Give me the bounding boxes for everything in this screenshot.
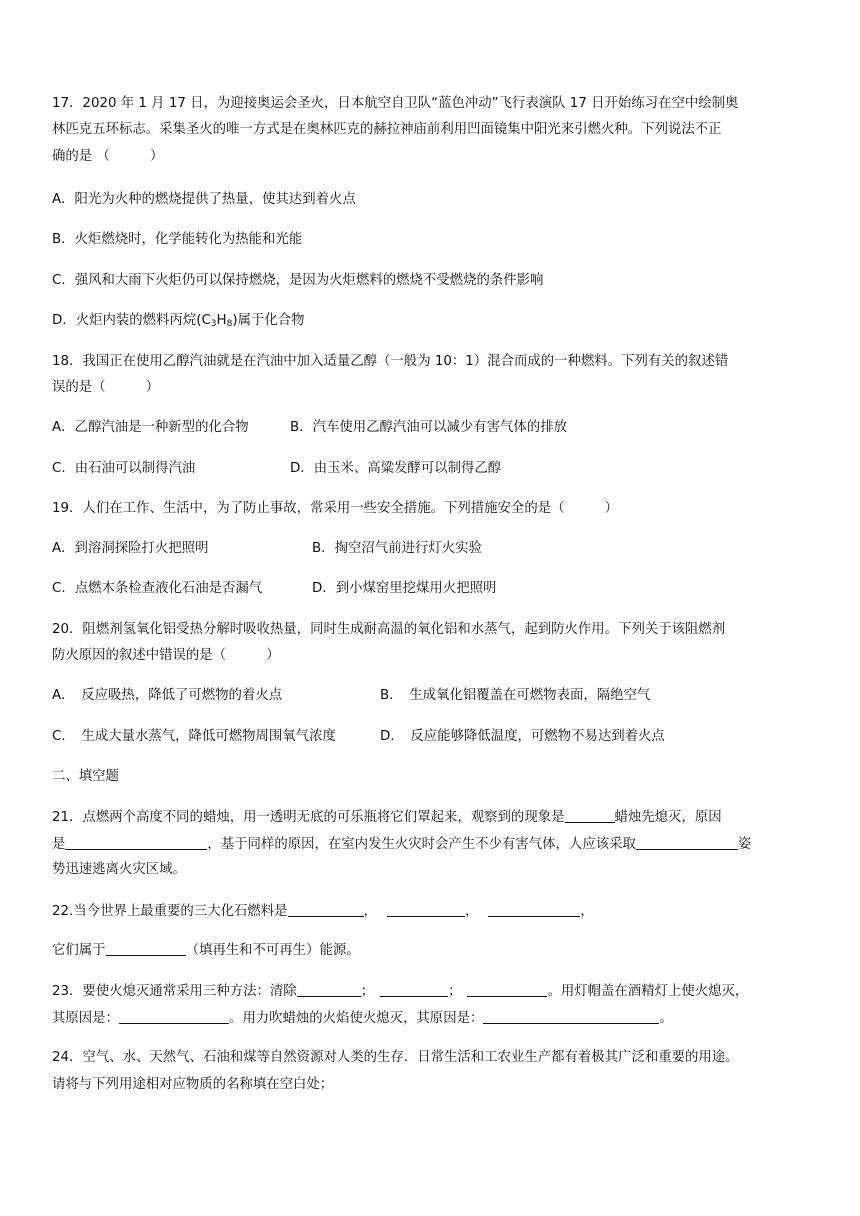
q20-option-a: A． 反应吸热，降低了可燃物的着火点 [52, 688, 283, 703]
q22-sep-3: ， [580, 904, 594, 919]
q22-text-1: 22.当今世界上最重要的三大化石燃料是 [52, 904, 288, 919]
q20-option-b: B． 生成氧化铝覆盖在可燃物表面，隔绝空气 [380, 688, 651, 703]
section-heading: 二、填空题 [52, 769, 119, 784]
q21-line1 [52, 809, 812, 826]
q23-blank-4[interactable] [119, 1010, 229, 1024]
q21-text-2: 蜡烛先熄灭，原因 [614, 810, 722, 825]
q23-text-3: 其原因是： [52, 1011, 119, 1026]
q23-text-2: 。用灯帽盖在酒精灯上使火熄灭， [547, 984, 749, 999]
q18-option-a: A．乙醇汽油是一种新型的化合物 [52, 420, 249, 435]
q17-stem-line2: 林匹克五环标志。采集圣火的唯一方式是在奥林匹克的赫拉神庙前利用凹面镜集中阳光来引燃火种。下列说法不正 [52, 122, 722, 137]
q21-line3: 势迅速逃离火灾区域。 [52, 862, 186, 877]
q17-option-d-post: )属于化合物 [232, 313, 305, 328]
q24-line2: 请将与下列用途相对应物质的名称填在空白处； [52, 1077, 334, 1092]
q23-blank-3[interactable] [467, 983, 547, 997]
q21-text-4: ，基于同样的原因，在室内发生火灾时会产生不少有害气体，人应该采取 [207, 837, 636, 852]
q17-option-a: A．阳光为火种的燃烧提供了热量，使其达到着火点 [52, 192, 356, 207]
q21-line2 [52, 836, 812, 853]
q22-blank-2[interactable] [387, 903, 465, 917]
q17-option-d [52, 313, 812, 329]
q22-text-2: 它们属于 [52, 943, 106, 958]
q22-blank-1[interactable] [288, 903, 364, 917]
q18-option-d: D．由玉米、高粱发酵可以制得乙醇 [290, 461, 502, 476]
q23-text-5: 。 [659, 1011, 673, 1026]
q20-option-c: C． 生成大量水蒸气，降低可燃物周围氧气浓度 [52, 729, 336, 744]
q23-blank-5[interactable] [483, 1010, 659, 1024]
q17-option-d-pre: D．火炬内装的燃料丙烷(C [52, 313, 211, 328]
q21-text-3: 是 [52, 837, 66, 852]
q21-blank-1[interactable] [565, 809, 615, 823]
q17-option-d-mid: H [216, 313, 227, 328]
q22-blank-4[interactable] [106, 942, 186, 956]
q19-option-c: C．点燃木条检查液化石油是否漏气 [52, 581, 263, 596]
q21-text-1: 21．点燃两个高度不同的蜡烛，用一透明无底的可乐瓶将它们罩起来，观察到的现象是 [52, 810, 565, 825]
q19-option-a: A．到溶洞探险打火把照明 [52, 541, 209, 556]
q21-text-5: 姿 [737, 837, 752, 852]
q22-sep-1: ， [363, 904, 377, 919]
q17-option-d-sub1: 3 [210, 319, 217, 329]
q19-stem: 19．人们在工作、生活中，为了防止事故，常采用一些安全措施。下列措施安全的是（ ） [52, 501, 619, 516]
q18-option-c: C．由石油可以制得汽油 [52, 461, 196, 476]
q20-stem-line1: 20．阻燃剂氢氧化铝受热分解时吸收热量，同时生成耐高温的氧化铝和水蒸气，起到防火作用。下列关于该阻燃剂 [52, 622, 726, 637]
q22-line2 [52, 942, 812, 959]
q23-semi-2: ； [448, 984, 462, 999]
q22-sep-2: ， [464, 904, 479, 919]
q17-option-d-sub2: 8 [226, 319, 233, 329]
q22-blank-3[interactable] [488, 903, 580, 917]
q23-semi-1: ； [360, 984, 375, 999]
q21-blank-2[interactable] [65, 836, 207, 850]
q17-option-c: C．强风和大雨下火炬仍可以保持燃烧，是因为火炬燃料的燃烧不受燃烧的条件影响 [52, 273, 544, 288]
q17-stem-line1: 17．2020 年 1 月 17 日，为迎接奥运会圣火，日本航空自卫队“蓝色冲动”飞行表演队 17 日开始练习在空中绘制奥 [52, 96, 739, 111]
q23-blank-2[interactable] [380, 983, 448, 997]
q18-option-b: B．汽车使用乙醇汽油可以减少有害气体的排放 [290, 420, 567, 435]
q18-stem-line2: 误的是（ ） [52, 380, 160, 395]
q17-stem-line3: 确的是 （ ） [52, 149, 164, 164]
q23-text-1: 23．要使火熄灭通常采用三种方法：清除 [52, 984, 297, 999]
q17-option-b: B．火炬燃烧时，化学能转化为热能和光能 [52, 232, 303, 247]
q20-stem-line2: 防火原因的叙述中错误的是（ ） [52, 648, 280, 663]
q20-option-d: D． 反应能够降低温度，可燃物不易达到着火点 [380, 729, 665, 744]
q22-line1 [52, 903, 812, 920]
q22-text-3: （填再生和不可再生）能源。 [185, 943, 360, 958]
q23-line1 [52, 983, 812, 1000]
q19-option-d: D．到小煤窑里挖煤用火把照明 [312, 581, 497, 596]
q23-line2 [52, 1010, 812, 1027]
q23-blank-1[interactable] [297, 983, 361, 997]
q19-option-b: B．掏空沼气前进行灯火实验 [312, 541, 482, 556]
q23-text-4: 。用力吹蜡烛的火焰使火熄灭，其原因是： [228, 1011, 484, 1026]
q21-blank-3[interactable] [636, 836, 738, 850]
q18-stem-line1: 18．我国正在使用乙醇汽油就是在汽油中加入适量乙醇（一般为 10：1）混合而成的一种燃料。下列有关的叙述错 [52, 354, 729, 369]
q24-line1: 24．空气、水、天然气、石油和煤等自然资源对人类的生存．日常生活和工农业生产都有着极其广泛和重要的用途。 [52, 1050, 739, 1065]
